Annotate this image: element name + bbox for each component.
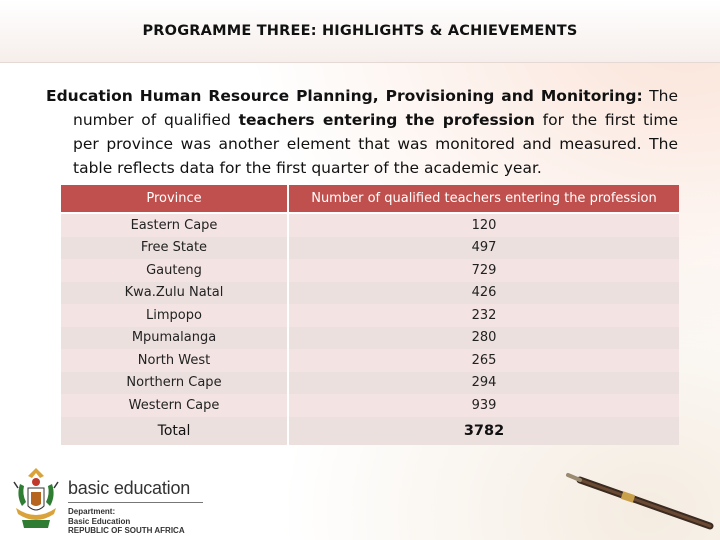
- table-row: [61, 304, 679, 327]
- teachers-table: [61, 185, 679, 445]
- total-value: 3782: [288, 417, 679, 445]
- column-header-province: Province: [61, 185, 288, 213]
- table-row: [61, 282, 679, 305]
- count-cell: 426: [288, 282, 679, 305]
- page-title: PROGRAMME THREE: HIGHLIGHTS & ACHIEVEMENTS: [142, 23, 578, 39]
- province-cell: North West: [61, 349, 288, 372]
- intro-text-1: The number of qualified: [73, 87, 678, 129]
- table-row: [61, 213, 679, 237]
- table-row: [61, 327, 679, 350]
- table-row: [61, 259, 679, 282]
- intro-paragraph: [46, 84, 678, 180]
- brand-name: basic education: [68, 478, 191, 498]
- footer-branding: [68, 478, 203, 536]
- dept-label: Department:: [68, 507, 116, 516]
- coat-of-arms-icon: [6, 462, 66, 536]
- province-cell: Eastern Cape: [61, 213, 288, 237]
- column-header-count: Number of qualified teachers entering the profession: [288, 185, 679, 213]
- fountain-pen-icon: [560, 440, 720, 540]
- province-cell: Limpopo: [61, 304, 288, 327]
- intro-text-2: for the first time per province was another element that was monitored and measured. The table reflects data for the first quarter of the academic year.: [73, 111, 678, 177]
- count-cell: 729: [288, 259, 679, 282]
- count-cell: 232: [288, 304, 679, 327]
- count-cell: 120: [288, 213, 679, 237]
- count-cell: 497: [288, 237, 679, 260]
- dept-name: Basic Education: [68, 516, 131, 526]
- table-row: [61, 372, 679, 395]
- table-row: [61, 394, 679, 417]
- count-cell: 265: [288, 349, 679, 372]
- province-cell: Free State: [61, 237, 288, 260]
- province-cell: Mpumalanga: [61, 327, 288, 350]
- table-row: [61, 349, 679, 372]
- province-cell: Kwa.Zulu Natal: [61, 282, 288, 305]
- intro-emphasis: teachers entering the profession: [238, 111, 535, 129]
- count-cell: 280: [288, 327, 679, 350]
- province-cell: Western Cape: [61, 394, 288, 417]
- count-cell: 294: [288, 372, 679, 395]
- title-bar: [0, 0, 720, 63]
- province-cell: Northern Cape: [61, 372, 288, 395]
- count-cell: 939: [288, 394, 679, 417]
- table-row: [61, 237, 679, 260]
- province-cell: Gauteng: [61, 259, 288, 282]
- brand-divider: [68, 502, 203, 503]
- total-label: Total: [61, 417, 288, 445]
- country-name: REPUBLIC OF SOUTH AFRICA: [68, 526, 185, 535]
- intro-lead: Education Human Resource Planning, Provisioning and Monitoring:: [46, 87, 643, 105]
- table-header-row: [61, 185, 679, 213]
